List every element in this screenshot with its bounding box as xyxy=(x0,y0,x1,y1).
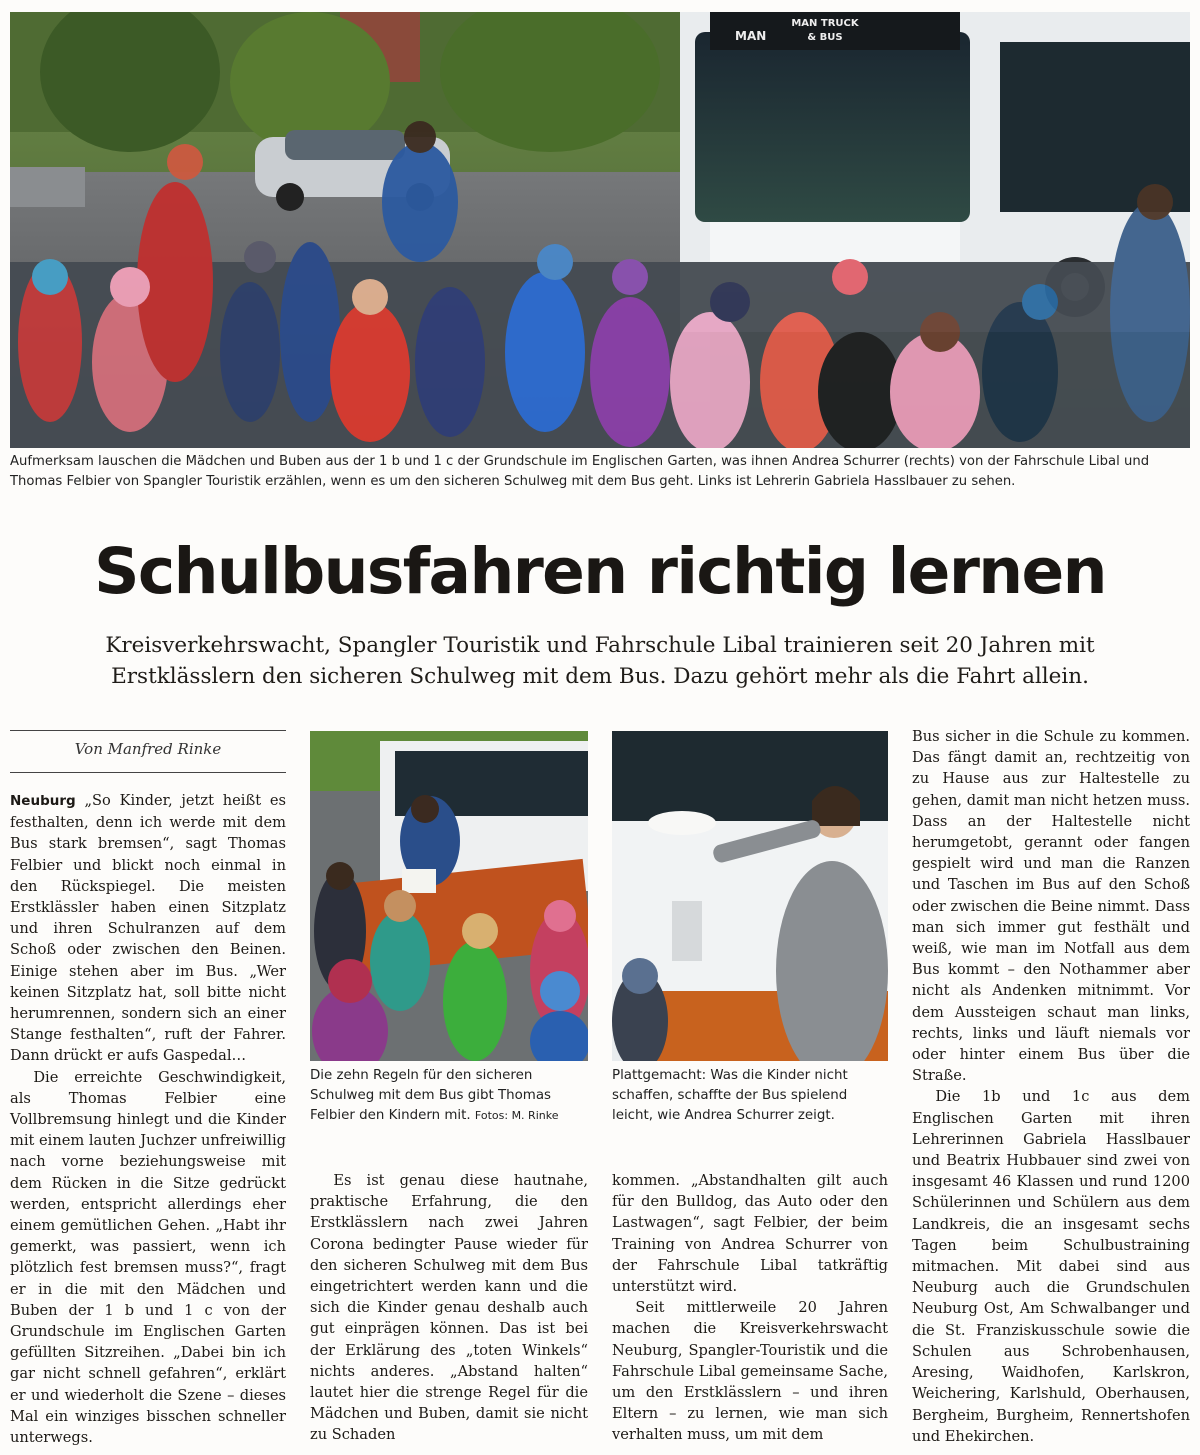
bus-logo: MAN xyxy=(735,29,767,43)
col1-p1-text: „So Kinder, jetzt heißt es festhalten, denn ich werde mit dem Bus stark bremsen“, sagt Thomas Felbier und blickt noch einmal in den Rückspiegel. Die meisten Erstklässler haben einen Sitzplatz und ihren Schulranzen auf dem Schoß oder zwischen den Beinen. Einige stehen aber im Bus. „Wer keinen Sitzplatz hat, soll bitte nicht herumrennen, sondern sich an einer Stange festhalten“, ruft der Fahrer. Dann drückt er aufs Gaspedal… xyxy=(10,792,287,1065)
col1-paragraph-2: Die erreichte Geschwindigkeit, als Thomas Felbier eine Vollbremsung hinlegt und die Kinder mit einem lauten Juchzer unfreiwillig nach vorne beziehungsweise mit dem Rücken in die Sitze gedrückt werden, entspricht allerdings eher einem gemütlichen Gehen. „Habt ihr gemerkt, was passiert, wenn ich plötzlich fest bremsen muss?“, fragt er in die mit den Mädchen und Buben der 1 b und 1 c von der Grundschule im Englischen Garten gefüllten Sitzreihen. „Dabei bin ich gar nicht schnell gefahren“, erklärt er und wiederholt die Szene – dieses Mal ein winziges bisschen schneller unterwegs. xyxy=(10,1068,286,1447)
byline-rule-bottom xyxy=(10,772,286,773)
byline: Von Manfred Rinke xyxy=(74,740,222,758)
col1-paragraph-1 xyxy=(10,790,286,1067)
column-2 xyxy=(310,1170,588,1446)
col4-paragraph-1: Bus sicher in die Schule zu kommen. Das fängt damit an, rechtzeitig von zu Hause aus zur Haltestelle zu gehen, damit man nicht hetzen muss. Dass an der Haltestelle nicht herumgetobt, gerannt oder fangen gespielt wird und man die Ranzen und Taschen im Bus auf den Schoß oder zwischen die Beine nimmt. Dass man sich immer gut festhält und weiß, wie man im Notfall aus dem Bus kommt – den Nothammer aber nicht als Andenken mitnimmt. Vor dem Aussteigen schaut man links, rechts, links und läuft niemals vor oder hinter einem Bus über die Straße. xyxy=(912,728,1190,1085)
photo-2 xyxy=(310,731,588,1061)
main-photo-caption-text: Aufmerksam lauschen die Mädchen und Buben aus der 1 b und 1 c der Grundschule im Englischen Garten, was ihnen Andrea Schurrer (rechts) von der Fahrschule Libal und Thomas Felbier von Spangler Touristik erzählen, wenn es um den sicheren Schulweg mit dem Bus geht. Links ist Lehrerin Gabriela Hasslbauer zu sehen. xyxy=(10,454,1150,489)
photo-2-caption-text: Die zehn Regeln für den sicheren Schulweg mit dem Bus gibt Thomas Felbier den Kindern mit. xyxy=(310,1068,552,1123)
main-photo-image xyxy=(10,12,1190,448)
photo-2-caption xyxy=(310,1066,588,1126)
bus-sign-line1: MAN TRUCK xyxy=(791,18,859,29)
main-photo-caption xyxy=(10,452,1190,492)
photo-3-image xyxy=(612,731,888,1061)
photo-2-image xyxy=(310,731,588,1061)
photo-3-caption xyxy=(612,1066,888,1126)
column-3 xyxy=(612,1170,888,1446)
headline: Schulbusfahren richtig lernen xyxy=(94,535,1106,608)
col4-paragraph-2: Die 1b und 1c aus dem Englischen Garten mit ihren Lehrerinnen Gabriela Hasslbauer und Beatrix Hubbauer sind zwei von insgesamt 46 Klassen und rund 1200 Schülerinnen und Schülern aus dem Landkreis, die an insgesamt sechs Tagen beim Schulbustraining mitmachen. Mit dabei sind aus Neuburg auch die Grundschulen Neuburg Ost, Am Schwalbanger und die St. Franziskusschule sowie die Schulen aus Schrobenhausen, Aresing, Waidhofen, Karlskron, Weichering, Karlshuld, Oberhausen, Bergheim, Burgheim, Rennertshofen und Ehekirchen. xyxy=(912,1088,1190,1445)
byline-rule-top xyxy=(10,730,286,731)
dateline: Neuburg xyxy=(10,793,76,809)
col3-paragraph-2: Seit mittlerweile 20 Jahren machen die Kreisverkehrswacht Neuburg, Spangler-Touristik und die Fahrschule Libal gemeinsame Sache, um den Erstklässlern – und ihren Eltern – zu lernen, wie man sich verhalten muss, um mit dem xyxy=(612,1299,888,1444)
column-4 xyxy=(912,726,1190,1447)
main-photo xyxy=(10,12,1190,448)
photo-3-caption-text: Plattgemacht: Was die Kinder nicht schaffen, schaffte der Bus spielend leicht, wie Andrea Schurrer zeigt. xyxy=(612,1068,848,1123)
bus-sign-line2: & BUS xyxy=(807,32,843,43)
photo-credit: Fotos: M. Rinke xyxy=(474,1109,559,1122)
col3-paragraph-1: kommen. „Abstandhalten gilt auch für den Bulldog, das Auto oder den Lastwagen“, sagt Felbier, der beim Training von Andrea Schurrer von der Fahrschule Libal tatkräftig unterstützt wird. xyxy=(612,1172,888,1296)
col2-paragraph-1: Es ist genau diese hautnahe, praktische Erfahrung, die den Erstklässlern nach zwei Jahren Corona bedingter Pause wieder für den sicheren Schulweg mit dem Bus eingetrichtert werden kann und die sich die Kinder genau deshalb auch gut einprägen können. Das ist bei der Erklärung des „toten Winkels“ nichts anderes. „Abstand halten“ lautet hier die strenge Regel für die Mädchen und Buben, damit sie nicht zu Schaden xyxy=(310,1172,588,1444)
column-1 xyxy=(10,790,286,1448)
photo-3 xyxy=(612,731,888,1061)
subheadline: Kreisverkehrswacht, Spangler Touristik und Fahrschule Libal trainieren seit 20 Jahren mit Erstklässlern den sicheren Schulweg mit dem Bus. Dazu gehört mehr als die Fahrt allein. xyxy=(105,633,1095,689)
